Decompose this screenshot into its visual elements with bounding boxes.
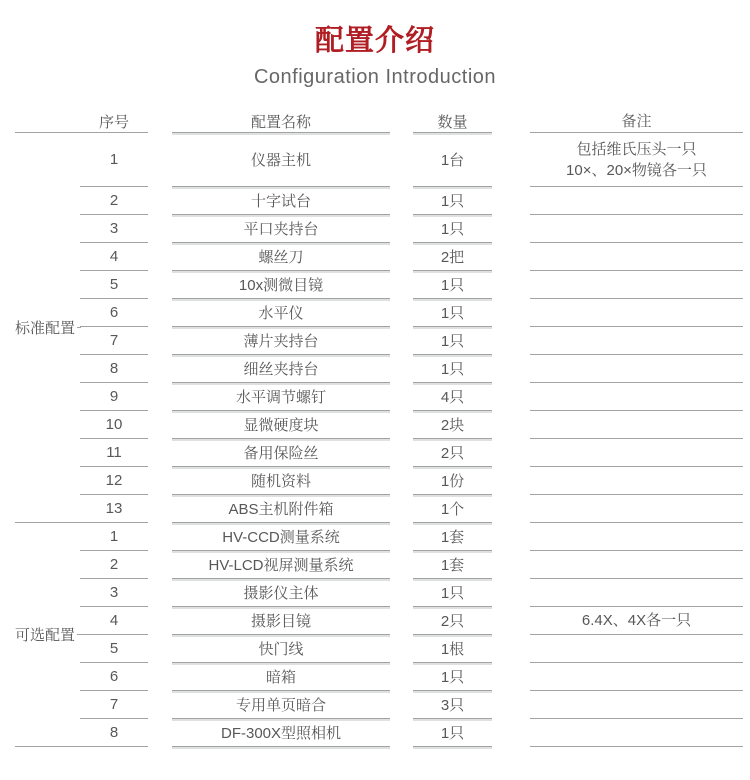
table-row bbox=[80, 355, 743, 383]
table-row bbox=[80, 691, 743, 719]
cell-name: 仪器主机 bbox=[172, 133, 390, 187]
cell-serial: 5 bbox=[80, 635, 148, 663]
cell-name: 10x测微目镜 bbox=[172, 271, 390, 299]
group-rows-standard bbox=[80, 133, 743, 523]
cell-name: HV-CCD测量系统 bbox=[172, 523, 390, 551]
cell-serial: 7 bbox=[80, 327, 148, 355]
table-row bbox=[80, 133, 743, 187]
cell-note bbox=[530, 663, 743, 691]
table-row bbox=[80, 271, 743, 299]
table-row bbox=[80, 635, 743, 663]
cell-name: 快门线 bbox=[172, 635, 390, 663]
cell-name: 细丝夹持台 bbox=[172, 355, 390, 383]
cell-name: 随机资料 bbox=[172, 467, 390, 495]
cell-name: 暗箱 bbox=[172, 663, 390, 691]
cell-qty: 1套 bbox=[413, 551, 492, 579]
cell-note bbox=[530, 719, 743, 747]
cell-qty: 4只 bbox=[413, 383, 492, 411]
cell-qty: 1只 bbox=[413, 271, 492, 299]
cell-name: 专用单页暗合 bbox=[172, 691, 390, 719]
group-column-spacer bbox=[15, 110, 80, 133]
group-label-text: 标准配置 bbox=[15, 320, 76, 337]
cell-name: 水平调节螺钉 bbox=[172, 383, 390, 411]
cell-name: HV-LCD视屏测量系统 bbox=[172, 551, 390, 579]
cell-name: 薄片夹持台 bbox=[172, 327, 390, 355]
cell-note bbox=[530, 411, 743, 439]
cell-serial: 5 bbox=[80, 271, 148, 299]
cell-qty: 1只 bbox=[413, 719, 492, 747]
cell-serial: 13 bbox=[80, 495, 148, 523]
cell-note bbox=[530, 635, 743, 663]
table-row bbox=[80, 467, 743, 495]
cell-note: 6.4X、4X各一只 bbox=[530, 607, 743, 635]
table-row bbox=[80, 663, 743, 691]
table-row bbox=[80, 719, 743, 747]
cell-qty: 1台 bbox=[413, 133, 492, 187]
table-row bbox=[80, 551, 743, 579]
cell-serial: 4 bbox=[80, 607, 148, 635]
cell-note bbox=[530, 243, 743, 271]
cell-name: 水平仪 bbox=[172, 299, 390, 327]
cell-serial: 7 bbox=[80, 691, 148, 719]
cell-qty: 1只 bbox=[413, 327, 492, 355]
cell-note bbox=[530, 299, 743, 327]
cell-qty: 2把 bbox=[413, 243, 492, 271]
cell-note bbox=[530, 215, 743, 243]
cell-note bbox=[530, 133, 743, 187]
cell-serial: 2 bbox=[80, 187, 148, 215]
cell-name: DF-300X型照相机 bbox=[172, 719, 390, 747]
header-cell-serial: 序号 bbox=[80, 110, 148, 133]
cell-name: 备用保险丝 bbox=[172, 439, 390, 467]
cell-name: ABS主机附件箱 bbox=[172, 495, 390, 523]
cell-qty: 2只 bbox=[413, 607, 492, 635]
cell-qty: 1只 bbox=[413, 663, 492, 691]
group-label-standard bbox=[15, 133, 80, 523]
cell-qty: 1只 bbox=[413, 579, 492, 607]
table-row bbox=[80, 243, 743, 271]
cell-qty: 1套 bbox=[413, 523, 492, 551]
page-title: 配置介绍 bbox=[314, 25, 435, 57]
cell-qty: 1只 bbox=[413, 299, 492, 327]
cell-serial: 3 bbox=[80, 579, 148, 607]
table-header bbox=[15, 110, 743, 133]
table-row bbox=[80, 187, 743, 215]
cell-name: 螺丝刀 bbox=[172, 243, 390, 271]
cell-note bbox=[530, 439, 743, 467]
cell-note bbox=[530, 355, 743, 383]
cell-serial: 8 bbox=[80, 355, 148, 383]
cell-note bbox=[530, 579, 743, 607]
cell-qty: 2块 bbox=[413, 411, 492, 439]
table-row bbox=[80, 215, 743, 243]
table-row bbox=[80, 327, 743, 355]
cell-qty: 1只 bbox=[413, 187, 492, 215]
cell-serial: 6 bbox=[80, 663, 148, 691]
header-cell-note: 备注 bbox=[530, 110, 743, 133]
cell-note bbox=[530, 327, 743, 355]
cell-name: 平口夹持台 bbox=[172, 215, 390, 243]
group-label-text: 可选配置 bbox=[15, 627, 76, 644]
cell-serial: 12 bbox=[80, 467, 148, 495]
table-row bbox=[80, 523, 743, 551]
table-row bbox=[80, 607, 743, 635]
header-cell-qty: 数量 bbox=[413, 110, 492, 133]
page-subtitle: Configuration Introduction bbox=[253, 66, 497, 88]
group-optional-config bbox=[15, 523, 743, 747]
cell-serial: 2 bbox=[80, 551, 148, 579]
cell-name: 摄影目镜 bbox=[172, 607, 390, 635]
cell-note bbox=[530, 383, 743, 411]
table-row bbox=[80, 439, 743, 467]
cell-serial: 9 bbox=[80, 383, 148, 411]
group-label-optional bbox=[15, 523, 80, 747]
cell-qty: 1份 bbox=[413, 467, 492, 495]
cell-name: 十字试台 bbox=[172, 187, 390, 215]
cell-qty: 2只 bbox=[413, 439, 492, 467]
cell-qty: 1根 bbox=[413, 635, 492, 663]
cell-serial: 10 bbox=[80, 411, 148, 439]
table-row bbox=[80, 299, 743, 327]
cell-note bbox=[530, 187, 743, 215]
cell-qty: 1个 bbox=[413, 495, 492, 523]
group-standard-config bbox=[15, 133, 743, 523]
cell-serial: 1 bbox=[80, 133, 148, 187]
cell-note bbox=[530, 271, 743, 299]
header-cell-name: 配置名称 bbox=[172, 110, 390, 133]
cell-qty: 1只 bbox=[413, 355, 492, 383]
cell-serial: 1 bbox=[80, 523, 148, 551]
cell-note bbox=[530, 551, 743, 579]
cell-name: 摄影仪主体 bbox=[172, 579, 390, 607]
cell-name: 显微硬度块 bbox=[172, 411, 390, 439]
cell-serial: 6 bbox=[80, 299, 148, 327]
cell-serial: 11 bbox=[80, 439, 148, 467]
cell-qty: 1只 bbox=[413, 215, 492, 243]
cell-serial: 4 bbox=[80, 243, 148, 271]
group-rows-optional bbox=[80, 523, 743, 747]
cell-serial: 8 bbox=[80, 719, 148, 747]
cell-qty: 3只 bbox=[413, 691, 492, 719]
note-line: 10×、20×物镜各一只 bbox=[566, 161, 707, 179]
cell-serial: 3 bbox=[80, 215, 148, 243]
note-line: 包括维氏压头一只 bbox=[576, 140, 697, 158]
table-row bbox=[80, 383, 743, 411]
cell-note bbox=[530, 495, 743, 523]
cell-note bbox=[530, 467, 743, 495]
config-table bbox=[15, 110, 743, 747]
cell-note bbox=[530, 523, 743, 551]
table-row bbox=[80, 579, 743, 607]
table-row bbox=[80, 411, 743, 439]
table-row bbox=[80, 495, 743, 523]
cell-note bbox=[530, 691, 743, 719]
